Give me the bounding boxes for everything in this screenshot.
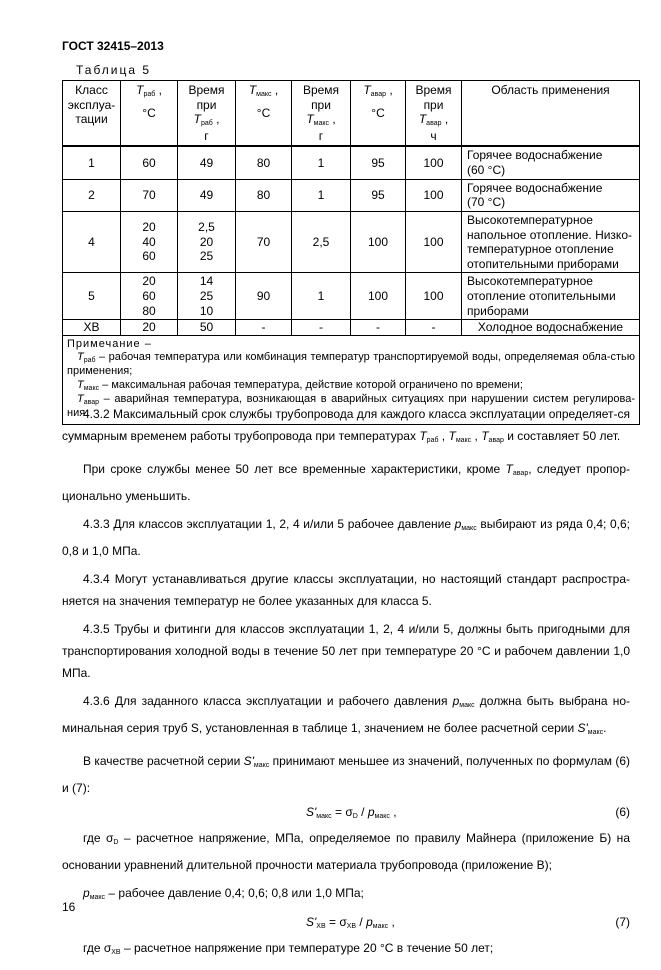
cell-t-work: 20 [121, 320, 178, 336]
paragraph-4-3-4: 4.3.4 Могут устанавливаться другие классы эксплуатации, но настоящий стандарт распростра-няется на значения температур не более указанных для класса 5. [62, 572, 630, 608]
cell-area: Высокотемпературное отопление отопительными приборами [462, 273, 640, 320]
cell-time-max: 1 [292, 146, 351, 179]
paragraph-4-3-3: 4.3.3 Для классов эксплуатации 1, 2, 4 и/или 5 рабочее давление $p_{макс}$ выбирают из ряда 0,4; 0,6; 0,8 и 1,0 МПа. [62, 517, 630, 558]
cell-t-max: 90 [236, 273, 292, 320]
cell-time-max: - [292, 320, 351, 336]
col-t-work: $T_{раб}$ , °C [121, 81, 178, 147]
cell-area: Холодное водоснабжение [462, 320, 640, 336]
table-row [63, 211, 640, 273]
col-t-emerg: $T_{авар}$ , °C [351, 81, 406, 147]
paragraph-where-6: где $\sigma_D$ – расчетное напряжение, МПа, определяемое по правилу Майнера (приложение Б) на основании уравнений длительной прочности материала трубопровода (приложение В); [62, 831, 630, 872]
cell-t-max: 80 [236, 179, 292, 211]
paragraph-4-3-5: 4.3.5 Трубы и фитинги для классов эксплуатации 1, 2, 4 и/или 5, должны быть пригодными для транспортирования холодной воды в течение 50 лет при температуре 20 °С и рабочем давлении 1,0 МПа. [62, 622, 630, 680]
cell-t-work: 70 [121, 179, 178, 211]
cell-time-emerg: 100 [406, 146, 462, 179]
table-row [63, 320, 640, 336]
cell-time-max: 1 [292, 273, 351, 320]
paragraph-4-3-2: 4.3.2 Максимальный срок службы трубопровода для каждого класса эксплуатации определяет-ся суммарным временем работы трубопровода при температурах $T_{раб}$ , $T_{макс}$ , $T_{авар}$ и составляет 50 лет. [62, 407, 630, 444]
cell-class: ХВ [63, 320, 121, 336]
table-header-row [63, 81, 640, 147]
paragraph-where-7: где $\sigma_{ХВ}$ – расчетное напряжение при температуре 20 °С в течение 50 лет; [83, 941, 494, 956]
note-item: $T_{раб}$ – рабочая температура или комбинация температур транспортируемой воды, определяемая обла-стью применения; [67, 351, 635, 378]
cell-time-work: 49 [178, 179, 236, 211]
cell-time-max: 2,5 [292, 211, 351, 273]
formula-6-expression: $S'_{макс} = \sigma_D / p_{макс}$ , [306, 805, 397, 820]
cell-class: 2 [63, 179, 121, 211]
page-number: 16 [62, 900, 76, 914]
cell-class: 1 [63, 146, 121, 179]
col-area: Область применения [462, 81, 640, 147]
cell-time-work: 14 25 10 [178, 273, 236, 320]
table-caption: Таблица 5 [76, 63, 152, 77]
cell-area: Горячее водоснабжение (60 °С) [462, 146, 640, 179]
paragraph-pmax: $p_{макс}$ – рабочее давление 0,4; 0,6; 0,8 или 1,0 МПа; [83, 886, 364, 901]
cell-t-emerg: 95 [351, 179, 406, 211]
cell-area: Горячее водоснабжение (70 °С) [462, 179, 640, 211]
cell-time-max: 1 [292, 179, 351, 211]
cell-t-work: 60 [121, 146, 178, 179]
formula-6 [62, 801, 630, 827]
cell-t-work: 20 60 80 [121, 273, 178, 320]
table-5 [62, 80, 640, 425]
cell-time-emerg: 100 [406, 273, 462, 320]
formula-7-expression: $S'_{ХВ} = \sigma_{ХВ} / p_{макс}$ , [306, 915, 395, 930]
cell-t-emerg: 100 [351, 273, 406, 320]
cell-class: 5 [63, 273, 121, 320]
table-row [63, 273, 640, 320]
cell-t-emerg: 95 [351, 146, 406, 179]
cell-time-work: 49 [178, 146, 236, 179]
formula-7 [62, 911, 630, 937]
cell-time-emerg: - [406, 320, 462, 336]
paragraph-4-3-2-note: При сроке службы менее 50 лет все временные характеристики, кроме $T_{авар}$, следует пропор-ционально уменьшить. [62, 462, 630, 503]
body-text [62, 403, 630, 970]
table-row [63, 179, 640, 211]
cell-t-emerg: 100 [351, 211, 406, 273]
document-header: ГОСТ 32415–2013 [62, 39, 164, 53]
col-t-max: $T_{макс}$ , °C [236, 81, 292, 147]
table-row [63, 146, 640, 179]
note-item: $T_{авар}$ – аварийная температура, возникающая в аварийных ситуациях при нарушении систем регулирова-ния. [67, 393, 635, 420]
cell-t-max: 70 [236, 211, 292, 273]
note-title: Примечание – [67, 337, 152, 350]
col-class: Класс эксплуа- тации [63, 81, 121, 147]
cell-t-work: 20 40 60 [121, 211, 178, 273]
cell-t-max: 80 [236, 146, 292, 179]
cell-time-emerg: 100 [406, 179, 462, 211]
cell-area: Высокотемпературное напольное отопление. Низко- температурное отопление отопительными приборами [462, 211, 640, 273]
col-time-max: Время при $T_{макс}$ , г [292, 81, 351, 147]
cell-class: 4 [63, 211, 121, 273]
col-time-work: Время при $T_{раб}$ , г [178, 81, 236, 147]
col-time-emerg: Время при $T_{авар}$ , ч [406, 81, 462, 147]
note-item: $T_{макс}$ – максимальная рабочая температура, действие которой ограничено по времени; [77, 378, 523, 392]
cell-time-work: 2,5 20 25 [178, 211, 236, 273]
cell-time-work: 50 [178, 320, 236, 336]
cell-t-emerg: - [351, 320, 406, 336]
paragraph-calc-series: В качестве расчетной серии $S'_{макс}$ принимают меньшее из значений, полученных по формулам (6) и (7): [62, 754, 631, 795]
formula-7-number: (7) [615, 915, 630, 929]
paragraph-4-3-6: 4.3.6 Для заданного класса эксплуатации и рабочего давления $p_{макс}$ должна быть выбрана но-минальная серия труб S, установленная в таблице 1, значением не более расчетной серии $S'_{макс}$. [62, 694, 630, 736]
formula-6-number: (6) [615, 805, 630, 819]
cell-time-emerg: 100 [406, 211, 462, 273]
cell-t-max: - [236, 320, 292, 336]
